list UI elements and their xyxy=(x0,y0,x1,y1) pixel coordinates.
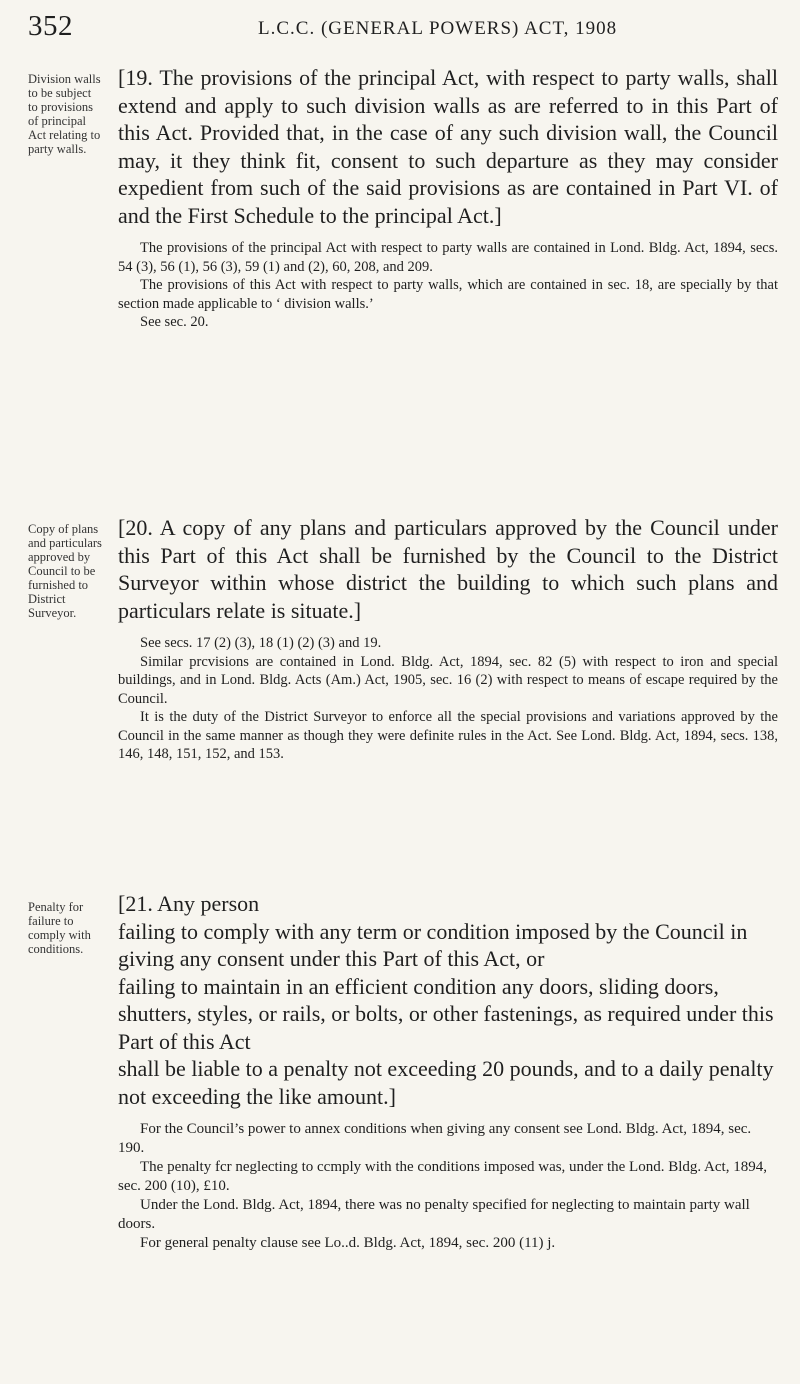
section-21-clause-b: failing to maintain in an efficient condition any doors, sliding doors, shutters, styles, or rails, or bolts, or other fastenings, as required under this Part of this Act xyxy=(118,973,774,1054)
section-21-penalty: shall be liable to a penalty not exceeding 20 pounds, and to a daily penalty not exceeding the like amount.] xyxy=(118,1056,774,1109)
margin-note-sec-21: Penalty for failure to comply with conditions. xyxy=(28,900,91,956)
section-20-notes xyxy=(118,634,778,764)
page-header xyxy=(28,10,772,50)
section-19 xyxy=(118,64,778,332)
annotation: Similar prcvisions are contained in Lond. Bldg. Act, 1894, sec. 82 (5) with respect to iron and special buildings, and in Lond. Bldg. Acts (Am.) Act, 1905, sec. 16 (2) with respect to means of escape required by the Council. xyxy=(118,653,778,707)
annotation: The provisions of the principal Act with respect to party walls are contained in Lond. Bldg. Act, 1894, secs. 54 (3), 56 (1), 56 (3), 59 (1) and (2), 60, 208, and 209. xyxy=(118,240,778,275)
section-21-lead: [21. Any person xyxy=(118,891,260,916)
margin-note-sec-19: Division walls to be subject to provisions of principal Act relating to party walls. xyxy=(28,72,101,156)
section-20 xyxy=(118,514,778,764)
section-19-notes xyxy=(118,239,778,332)
section-21-text xyxy=(118,890,778,1110)
annotation: See sec. 20. xyxy=(140,314,209,330)
annotation: The penalty fcr neglecting to ccmply with the conditions imposed was, under the Lond. Bldg. Act, 1894, sec. 200 (10), £10. xyxy=(118,1159,767,1194)
section-21 xyxy=(118,890,778,1253)
section-21-clause-a: failing to comply with any term or condition imposed by the Council in giving any consent under this Part of this Act, or xyxy=(118,918,748,971)
annotation: For general penalty clause see Lo..d. Bldg. Act, 1894, sec. 200 (11) j. xyxy=(140,1235,556,1251)
section-19-text: [19. The provisions of the principal Act, with respect to party walls, shall extend and apply to such division walls as are referred to in this Part of this Act. Provided that, in the case of any such division wall, the Council may, it they think fit, consent to such departure as they may consider expedient from such of the said provisions as are contained in Part VI. of and the First Schedule to the principal Act.] xyxy=(118,65,778,228)
section-20-text: [20. A copy of any plans and particulars approved by the Council under this Part of this Act shall be furnished by the Council to the District Surveyor within whose district the building to which such plans and particulars relate is situate.] xyxy=(118,515,778,623)
annotation: See secs. 17 (2) (3), 18 (1) (2) (3) and 19. xyxy=(140,635,382,651)
annotation: For the Council’s power to annex conditions when giving any consent see Lond. Bldg. Act, 1894, sec. 190. xyxy=(118,1121,752,1156)
margin-note-sec-20: Copy of plans and particulars approved by Council to be furnished to District Surveyor. xyxy=(28,522,102,620)
page-number: 352 xyxy=(28,10,73,42)
section-21-notes xyxy=(118,1120,778,1253)
running-head: L.C.C. (GENERAL POWERS) ACT, 1908 xyxy=(258,18,618,39)
annotation: The provisions of this Act with respect to party walls, which are contained in sec. 18, are specially by that section made applicable to ‘ division walls.’ xyxy=(118,277,778,312)
annotation: Under the Lond. Bldg. Act, 1894, there was no penalty specified for neglecting to maintain party wall doors. xyxy=(118,1197,750,1232)
annotation: It is the duty of the District Surveyor to enforce all the special provisions and variations approved by the Council in the same manner as though they were definite rules in the Act. See Lond. Bldg. Act, 1894, secs. 138, 146, 148, 151, 152, and 153. xyxy=(118,709,778,762)
